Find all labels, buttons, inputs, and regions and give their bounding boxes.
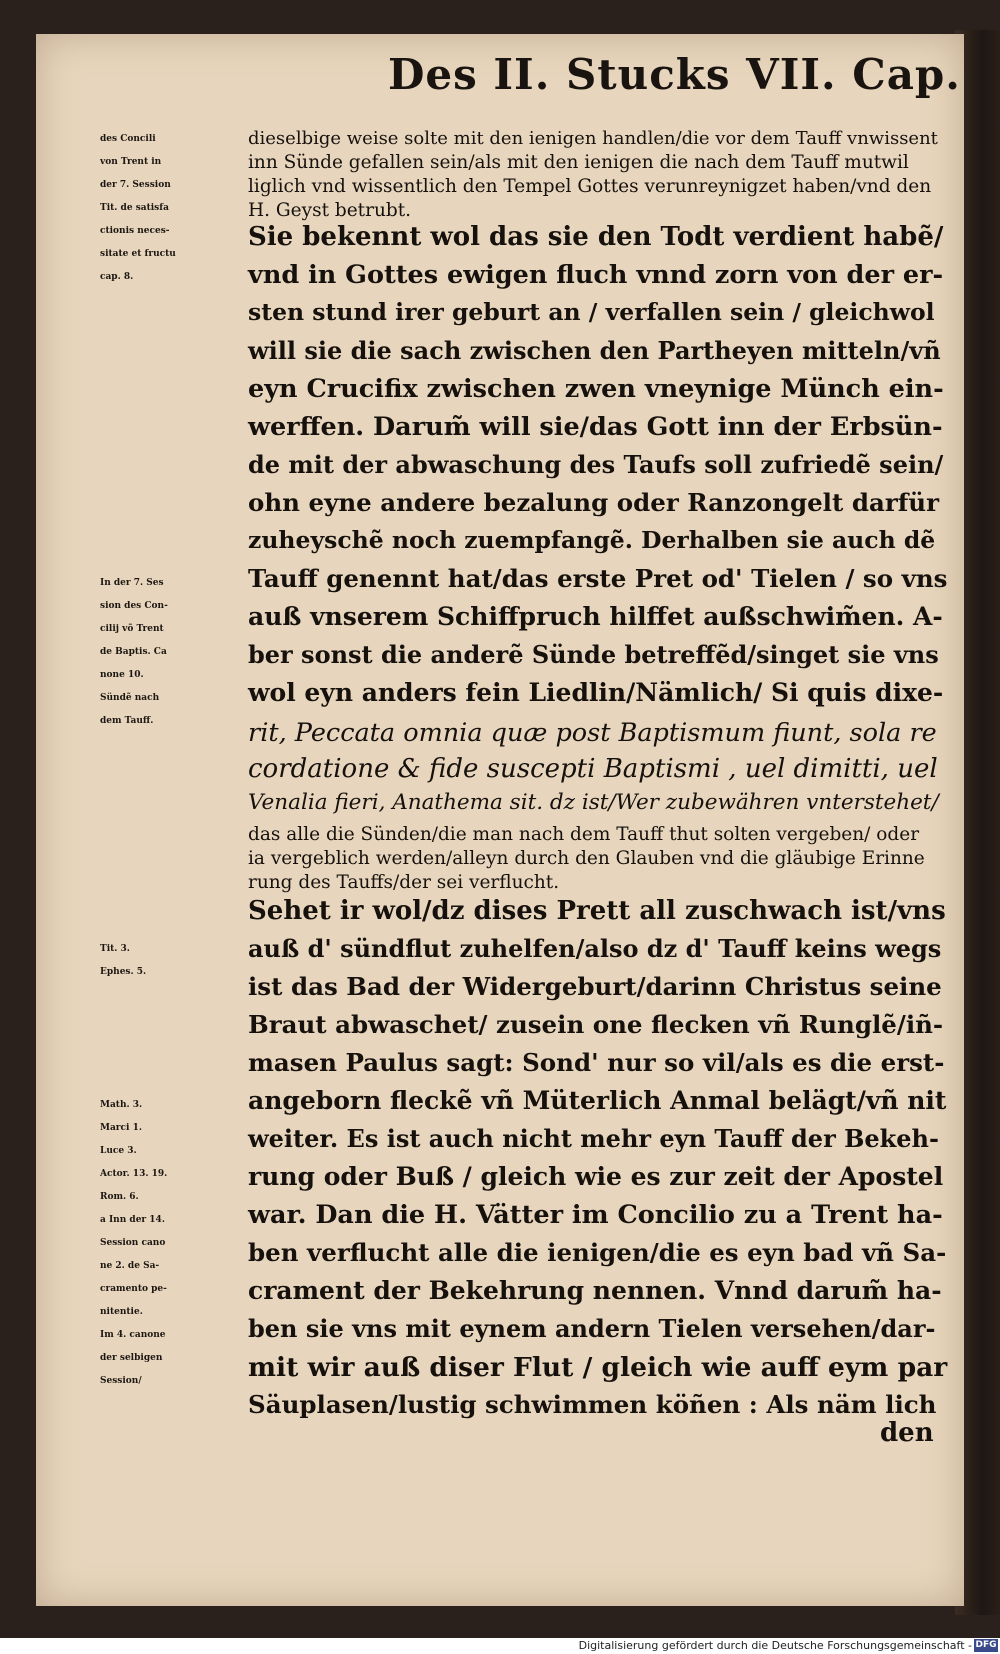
margin-note-4 [100, 1094, 248, 1393]
text-line: auß vnserem Schiffpruch hilffet außschwim̃en. A- [248, 602, 943, 631]
text-line: cordatione & fide suscepti Baptismi , uel dimitti, uel [248, 754, 938, 784]
running-head: Des II. Stucks VII. Cap. [388, 50, 961, 99]
margin-note-line: von Trent in [100, 157, 162, 167]
margin-note-line: In der 7. Ses [100, 578, 164, 588]
text-line: Braut abwaschet/ zusein one flecken vñ Runglẽ/iñ- [248, 1010, 944, 1039]
margin-note-line: a Inn der 14. [100, 1215, 165, 1225]
margin-note-line: Tit. de satisfa [100, 203, 169, 213]
text-line: sten stund irer geburt an / verfallen sein / gleichwol [248, 298, 935, 326]
text-line: werffen. Darum̃ will sie/das Gott inn der Erbsün- [248, 412, 943, 442]
text-line: zuheyschẽ noch zuempfangẽ. Derhalben sie auch dẽ [248, 526, 936, 554]
dfg-logo-icon: DFG [975, 1640, 997, 1650]
text-line: rung des Tauffs/der sei verflucht. [248, 872, 560, 893]
margin-note-3 [100, 938, 248, 984]
digitization-footer [0, 1638, 1000, 1654]
text-line: Venalia fieri, Anathema sit. dz ist/Wer zubewähren vnterstehet/ [248, 790, 939, 815]
text-line: ohn eyne andere bezalung oder Ranzongelt darfür [248, 488, 940, 517]
text-line: ist das Bad der Widergeburt/darinn Christus seine [248, 972, 942, 1001]
margin-note-line: Im 4. canone [100, 1330, 166, 1340]
text-line: auß d' sündflut zuhelfen/also dz d' Tauff keins wegs [248, 934, 942, 963]
text-line: ia vergeblich werden/alleyn durch den Glauben vnd die gläubige Erinne [248, 848, 925, 869]
text-line: angeborn fleckẽ vñ Müterlich Anmal belägt/vñ nit [248, 1086, 947, 1115]
text-line: Sie bekennt wol das sie den Todt verdient habẽ/ [248, 222, 944, 252]
text-line: masen Paulus sagt: Sond' nur so vil/als es die erst- [248, 1048, 945, 1077]
margin-note-line: none 10. [100, 670, 144, 680]
margin-note-line: cilij võ Trent [100, 624, 164, 634]
text-line: crament der Bekehrung nennen. Vnnd darum̃ ha- [248, 1276, 942, 1305]
text-line: Säuplasen/lustig schwimmen köñen : Als näm lich [248, 1390, 937, 1419]
margin-note-line: der 7. Session [100, 180, 171, 190]
text-line: das alle die Sünden/die man nach dem Tauff thut solten vergeben/ oder [248, 824, 920, 845]
margin-note-line: Ephes. 5. [100, 967, 147, 977]
text-line: war. Dan die H. Vätter im Concilio zu a Trent ha- [248, 1200, 943, 1230]
margin-note-line: dem Tauff. [100, 716, 154, 726]
text-line: weiter. Es ist auch nicht mehr eyn Tauff der Bekeh- [248, 1124, 939, 1153]
funding-credit: Digitalisierung gefördert durch die Deutsche Forschungsgemeinschaft - [578, 1639, 972, 1652]
text-line: inn Sünde gefallen sein/als mit den ienigen die nach dem Tauff mutwil [248, 152, 909, 173]
margin-note-line: des Concili [100, 134, 156, 144]
margin-note-line: Session/ [100, 1376, 142, 1386]
text-line: Sehet ir wol/dz dises Prett all zuschwach ist/vns [248, 896, 946, 926]
text-line: wol eyn anders fein Liedlin/Nämlich/ Si quis dixe- [248, 678, 944, 707]
text-line: vnd in Gottes ewigen fluch vnnd zorn von der er- [248, 260, 944, 290]
margin-note-line: Sündẽ nach [100, 693, 160, 703]
text-line: de mit der abwaschung des Taufs soll zufriedẽ sein/ [248, 450, 944, 479]
margin-note-line: de Baptis. Ca [100, 647, 167, 657]
margin-note-line: sitate et fructu [100, 249, 176, 259]
margin-note-line: Math. 3. [100, 1100, 143, 1110]
text-line: Tauff genennt hat/das erste Pret od' Tielen / so vns [248, 564, 948, 593]
margin-note-line: cap. 8. [100, 272, 134, 282]
margin-note-line: ne 2. de Sa- [100, 1261, 160, 1271]
text-line: rung oder Buß / gleich wie es zur zeit der Apostel [248, 1162, 944, 1191]
margin-note-line: der selbigen [100, 1353, 163, 1363]
margin-note-line: Session cano [100, 1238, 166, 1248]
text-line: ber sonst die anderẽ Sünde betreffẽd/singet sie vns [248, 640, 939, 669]
text-line: dieselbige weise solte mit den ienigen handlen/die vor dem Tauff vnwissent [248, 128, 938, 149]
margin-note-line: Marci 1. [100, 1123, 142, 1133]
text-line: ben verflucht alle die ienigen/die es eyn bad vñ Sa- [248, 1238, 947, 1267]
margin-note-line: sion des Con- [100, 601, 168, 611]
margin-note-line: Actor. 13. 19. [100, 1169, 168, 1179]
text-line: rit, Peccata omnia quæ post Baptismum fiunt, sola re [248, 718, 937, 748]
text-line: ben sie vns mit eynem andern Tielen versehen/dar- [248, 1314, 936, 1343]
text-line: will sie die sach zwischen den Partheyen mitteln/vñ [248, 336, 941, 365]
margin-note-2 [100, 572, 248, 733]
margin-note-line: Tit. 3. [100, 944, 130, 954]
text-line: liglich vnd wissentlich den Tempel Gottes verunreynigzet haben/vnd den [248, 176, 932, 197]
margin-note-line: cramento pe- [100, 1284, 167, 1294]
margin-note-line: Luce 3. [100, 1146, 137, 1156]
text-line: eyn Crucifix zwischen zwen vneynige Münch ein- [248, 374, 944, 404]
margin-note-1 [100, 128, 248, 289]
margin-note-line: ctionis neces- [100, 226, 170, 236]
catchword: den [880, 1418, 934, 1448]
text-line: H. Geyst betrubt. [248, 200, 412, 221]
margin-note-line: Rom. 6. [100, 1192, 139, 1202]
margin-note-line: nitentie. [100, 1307, 143, 1317]
text-line: mit wir auß diser Flut / gleich wie auff eym par [248, 1352, 948, 1383]
